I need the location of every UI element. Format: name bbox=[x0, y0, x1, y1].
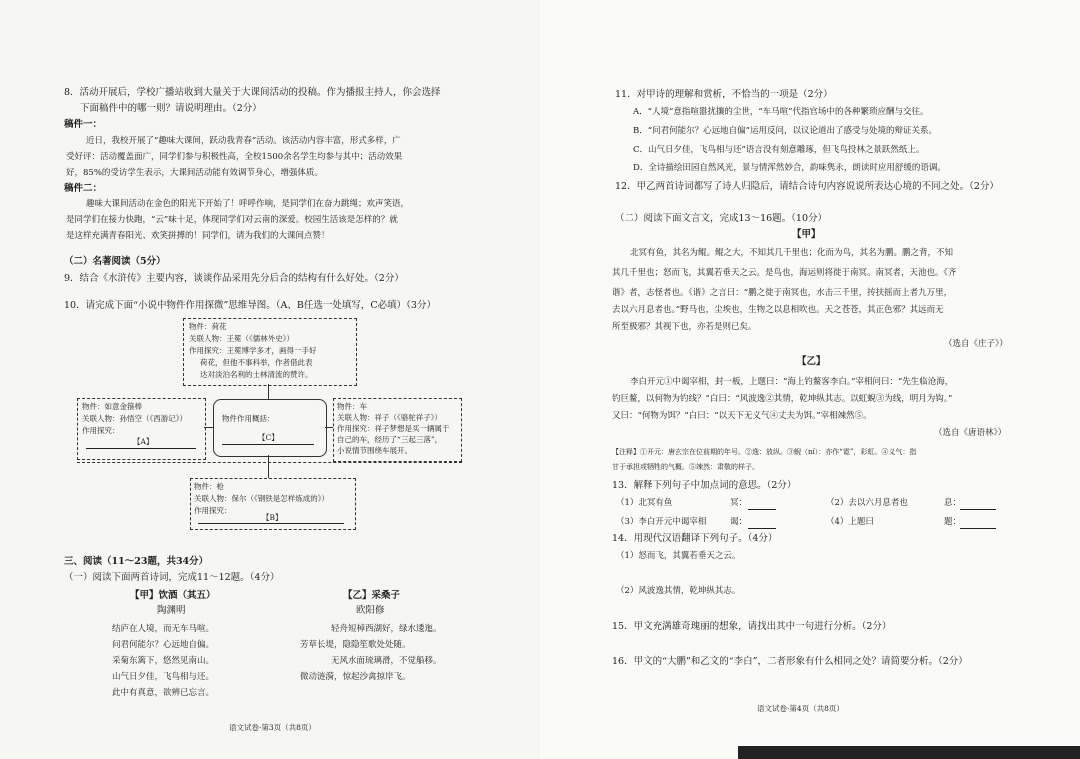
q12: 12．甲乙两首诗词都写了诗人归隐后，请结合诗句内容说说所表达心境的不同之处。（2分） bbox=[615, 181, 999, 192]
mindmap-top-line: 关联人物：王冕（《儒林外史》） bbox=[189, 334, 294, 343]
q13-word: 题： bbox=[944, 517, 962, 527]
mindmap-center-box bbox=[213, 399, 327, 457]
answer-line-a[interactable] bbox=[86, 448, 196, 449]
q15: 15．甲文充满雄奇瑰丽的想象，请找出其中一句进行分析。（2分） bbox=[612, 621, 892, 632]
draft1-line: 好，85%的受访学生表示，大课间活动能有效调节身心，增强体质。 bbox=[66, 168, 323, 178]
poem-b-line: 轻舟短棹西湖好，绿水逶迤。 bbox=[331, 624, 442, 634]
q14-item: （2）风波逸其情，乾坤纵其志。 bbox=[616, 586, 741, 596]
q13-answer-1[interactable] bbox=[748, 509, 776, 510]
q13-word: 谒： bbox=[730, 517, 748, 527]
mindmap-bottom-line: 作用探究： bbox=[194, 506, 232, 515]
poem-b-title: 【乙】采桑子 bbox=[343, 590, 401, 601]
jia-line: 谐》者，志怪者也。《谐》之言曰：“鹏之徙于南冥也，水击三千里，抟扶摇而上者九万里， bbox=[612, 288, 953, 298]
jia-line: 去以六月息者也。”野马也，尘埃也，生物之以息相吹也。天之苍苍，其正色邪？其远而无 bbox=[612, 305, 944, 315]
q9: 9．结合《水浒传》主要内容，谈谈作品采用先分后合的结构有什么好处。（2分） bbox=[64, 273, 404, 284]
draft2-line: 趣味大课间活动在金色的阳光下开始了！呼呼作响，是同学们在奋力跳绳；欢声笑语， bbox=[86, 199, 410, 209]
slot-c: 【C】 bbox=[258, 433, 279, 442]
scan-shadow bbox=[738, 746, 1080, 759]
jia-label: 【甲】 bbox=[792, 229, 821, 240]
jia-line: 所至极邪？其视下也，亦若是则已矣。 bbox=[612, 322, 757, 332]
mindmap-top-line: 作用探究：王冕博学多才，画得一手好 bbox=[189, 346, 317, 355]
connector-left bbox=[204, 427, 213, 428]
q13-sentence: （4）上题曰 bbox=[826, 517, 874, 527]
q13-sentence: （2）去以六月息者也 bbox=[826, 498, 908, 508]
draft2-label: 稿件二： bbox=[64, 183, 103, 194]
answer-line-c[interactable] bbox=[222, 444, 314, 445]
jia-line: 其几千里也；怒而飞，其翼若垂天之云。是鸟也，海运则将徙于南冥。南冥者，天池也。《齐 bbox=[612, 268, 957, 278]
q14-item: （1）怒而飞，其翼若垂天之云。 bbox=[616, 551, 741, 561]
q11-option: B．“问君何能尔？心远地自偏”运用反问，以议论道出了感受与处境的辩证关系。 bbox=[633, 126, 937, 136]
mindmap-left-line: 作用探究： bbox=[82, 426, 120, 435]
section-poems: （一）阅读下面两首诗词，完成11～12题。（4分） bbox=[64, 572, 280, 583]
section-classical: （二）阅读下面文言文，完成13～16题。（10分） bbox=[615, 213, 828, 224]
jia-line: 北冥有鱼，其名为鲲。鲲之大，不知其几千里也；化而为鸟，其名为鹏。鹏之背，不知 bbox=[630, 248, 954, 258]
poem-a-author: 陶渊明 bbox=[157, 605, 186, 616]
poem-a-line: 结庐在人境，而无车马喧。 bbox=[112, 624, 215, 634]
poem-a-line: 问君何能尔？心远地自偏。 bbox=[112, 640, 215, 650]
section-famous-books: （二）名著阅读（5分） bbox=[64, 256, 166, 267]
yi-source: （选自《唐语林》） bbox=[934, 428, 1007, 438]
q13-sentence: （3）李白开元中谒宰相 bbox=[616, 517, 707, 527]
mindmap-bottom-line: 关联人物：保尔（《钢铁是怎样炼成的》） bbox=[194, 494, 329, 503]
mindmap-right-line: 关联人物：祥子（《骆驼祥子》） bbox=[337, 413, 442, 422]
q13-answer-2[interactable] bbox=[960, 509, 996, 510]
poem-b-line: 微动涟漪，惊起沙禽掠岸飞。 bbox=[300, 672, 411, 682]
notes-line: 【注释】①开元：唐玄宗在位前期的年号。②逸：放纵。③蜺（ní）：亦作“霓”，彩虹。④义气：指 bbox=[612, 448, 917, 456]
q14: 14．用现代汉语翻译下列句子。（4分） bbox=[612, 533, 778, 544]
q10: 10．请完成下面“小说中物件作用探微”思维导图。（A、B任选一处填写，C必填）（3分） bbox=[64, 300, 436, 311]
draft2-line: 是这样充满青春阳光、欢笑拼搏的！同学们，请为我们的大课间点赞！ bbox=[66, 231, 330, 241]
q13-word: 息： bbox=[944, 498, 962, 508]
poem-a-line: 山气日夕佳，飞鸟相与还。 bbox=[112, 672, 215, 682]
yi-label: 【乙】 bbox=[797, 356, 826, 367]
poem-b-author: 欧阳修 bbox=[356, 605, 385, 616]
connector-top bbox=[268, 384, 269, 399]
slot-a: 【A】 bbox=[133, 437, 154, 446]
page-footer: 语文试卷·第4页（共8页） bbox=[757, 704, 844, 713]
poem-a-title: 【甲】饮酒（其五） bbox=[130, 590, 216, 601]
mindmap-top-line: 物件：荷花 bbox=[189, 322, 227, 331]
answer-line-b[interactable] bbox=[198, 523, 344, 524]
mindmap-right-line: 物件：车 bbox=[337, 402, 367, 411]
page-footer: 语文试卷·第3页（共8页） bbox=[229, 723, 316, 732]
draft2-line: 是同学们在接力快跑，“云”味十足，体现同学们对云南的深爱。校园生活该是怎样的？就 bbox=[66, 215, 398, 225]
connector-bottom bbox=[268, 455, 269, 478]
draft1-line: 近日，我校开展了“趣味大课间，跃动我青春”活动。该活动内容丰富，形式多样，广 bbox=[86, 136, 401, 146]
q11-option: A．“人境”意指喧嚣扰攘的尘世，“车马喧”代指官场中的各种繁琐应酬与交往。 bbox=[633, 107, 929, 117]
mindmap-bottom-line: 物件：枪 bbox=[194, 482, 224, 491]
q13-sentence: （1）北冥有鱼 bbox=[616, 498, 673, 508]
right-page bbox=[540, 0, 1080, 759]
poem-a-line: 此中有真意，欲辨已忘言。 bbox=[112, 688, 215, 698]
slot-b: 【B】 bbox=[262, 513, 283, 522]
q16: 16．甲文的“大鹏”和乙文的“李白”，二者形象有什么相同之处？请简要分析。（2分） bbox=[612, 656, 968, 667]
divider-dashed bbox=[77, 462, 462, 463]
mindmap-left-line: 关联人物：孙悟空（《西游记》） bbox=[82, 414, 187, 423]
q11-option: C．山气日夕佳，飞鸟相与还”语言没有刻意雕琢，但飞鸟投林之景跃然纸上。 bbox=[633, 145, 925, 155]
draft1-label: 稿件一： bbox=[64, 119, 103, 130]
q11: 11．对甲诗的理解和赏析，不恰当的一项是（2分） bbox=[615, 89, 833, 100]
notes-line: 甘于承担或牺牲的气概。⑤竦然：肃敬的样子。 bbox=[612, 463, 759, 471]
q8-line1: 8．活动开展后，学校广播站收到大量关于大课间活动的投稿。作为播报主持人，你会选择 bbox=[64, 87, 441, 98]
q11-option: D．全诗描绘田园自然风光，景与情浑然妙合，韵味隽永，朗读时应用舒缓的语调。 bbox=[633, 163, 946, 173]
mindmap-top-line: 荷花，但他不事科举，作者借此表 bbox=[200, 358, 313, 367]
mindmap-right-line: 自己的车，经历了“三起三落”， bbox=[337, 435, 443, 444]
mindmap-top-line: 达对淡泊名利的士林清流的赞许。 bbox=[200, 370, 313, 379]
poem-b-line: 无风水面琉璃滑，不觉船移。 bbox=[331, 656, 442, 666]
yi-line: 钓巨鳌，以何物为钓线？”白曰：“风波逸②其情，乾坤纵其志。以虹蜺③为线，明月为钩。” bbox=[612, 394, 953, 404]
q13-answer-3[interactable] bbox=[748, 528, 776, 529]
center-label: 物件作用概括： bbox=[222, 414, 275, 423]
q13-answer-4[interactable] bbox=[960, 528, 996, 529]
poem-b-line: 芳草长堤，隐隐笙歌处处随。 bbox=[300, 640, 411, 650]
poem-a-line: 采菊东篱下，悠然见南山。 bbox=[112, 656, 215, 666]
mindmap-left-line: 物件：如意金箍棒 bbox=[82, 402, 142, 411]
yi-line: 又曰：“何物为饵？”白曰：“以天下无义气④丈夫为饵。”宰相竦然⑤。 bbox=[612, 411, 872, 421]
q13-word: 冥： bbox=[730, 498, 748, 508]
q13: 13．解释下列句子中加点词的意思。（2分） bbox=[612, 480, 797, 491]
jia-source: （选自《庄子》） bbox=[944, 339, 1008, 349]
q8-line2: 下面稿件中的哪一则？请说明理由。（2分） bbox=[80, 103, 262, 114]
yi-line: 李白开元①中谒宰相，封一板，上题曰：“海上钓鳌客李白。”宰相问曰：“先生临沧海， bbox=[630, 377, 954, 387]
draft1-line: 受好评：活动覆盖面广，同学们参与积极性高，全校1500余名学生均参与其中；活动效果 bbox=[66, 152, 403, 162]
section-reading: 三、阅读（11～23题，共34分） bbox=[64, 556, 209, 567]
connector-right bbox=[325, 427, 333, 428]
mindmap-right-line: 作用探究：祥子梦想是买一辆属于 bbox=[337, 424, 450, 433]
mindmap-right-line: 小说情节围绕车展开。 bbox=[337, 446, 412, 455]
